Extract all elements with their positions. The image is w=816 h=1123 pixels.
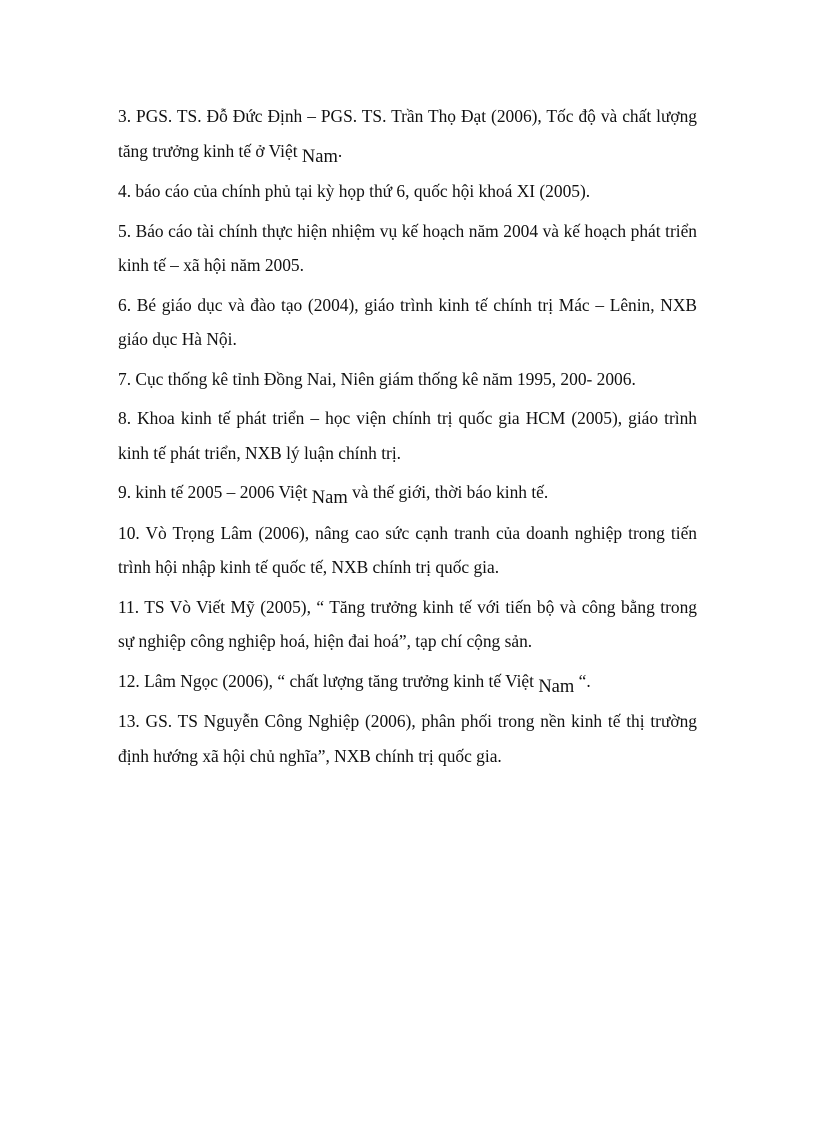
- reference-item-9: [118, 475, 697, 511]
- reference-item-13: 13. GS. TS Nguyễn Công Nghiệp (2006), phân phối trong nền kinh tế thị trường định hướng xã hội chủ nghĩa”, NXB chính trị quốc gia.: [118, 711, 697, 766]
- reference-text: 3. PGS. TS. Đỗ Đức Định – PGS. TS. Trần Thọ Đạt (2006), Tốc độ và chất lượng tăng trưởng kinh tế ở Việt: [118, 106, 697, 161]
- reference-item-6: 6. Bé giáo dục và đào tạo (2004), giáo trình kinh tế chính trị Mác – Lênin, NXB giáo dục Hà Nội.: [118, 294, 697, 349]
- reference-text-nam: Nam: [301, 146, 338, 167]
- reference-item-8: 8. Khoa kinh tế phát triển – học viện chính trị quốc gia HCM (2005), giáo trình kinh tế phát triển, NXB lý luận chính trị.: [118, 408, 697, 463]
- reference-text-nam: Nam: [538, 676, 575, 697]
- reference-item-12: [118, 664, 697, 700]
- reference-text-end: .: [337, 140, 343, 161]
- reference-item-10: 10. Vò Trọng Lâm (2006), nâng cao sức cạnh tranh của doanh nghiệp trong tiến trình hội nhập kinh tế quốc tế, NXB chính trị quốc gia.: [118, 522, 697, 577]
- reference-item-3: [118, 99, 697, 169]
- reference-text-end: “.: [574, 670, 591, 691]
- reference-item-5: 5. Báo cáo tài chính thực hiện nhiệm vụ kế hoạch năm 2004 và kế hoạch phát triển kinh tế – xã hội năm 2005.: [118, 220, 697, 275]
- reference-text: 12. Lâm Ngọc (2006), “ chất lượng tăng trưởng kinh tế Việt: [118, 670, 539, 691]
- reference-item-7: 7. Cục thống kê tỉnh Đồng Nai, Niên giám thống kê năm 1995, 200- 2006.: [118, 368, 636, 389]
- reference-item-4: 4. báo cáo của chính phủ tại kỳ họp thứ 6, quốc hội khoá XI (2005).: [118, 181, 591, 201]
- reference-text-end: và thế giới, thời báo kinh tế.: [347, 482, 549, 502]
- reference-list: [118, 99, 697, 778]
- reference-text-nam: Nam: [311, 488, 348, 508]
- reference-item-11: 11. TS Vò Viết Mỹ (2005), “ Tăng trưởng kinh tế với tiến bộ và công bằng trong sự nghiệp công nghiệp hoá, hiện đai hoá”, tạp chí cộng sản.: [118, 596, 697, 651]
- reference-text: 9. kinh tế 2005 – 2006 Việt: [118, 482, 312, 502]
